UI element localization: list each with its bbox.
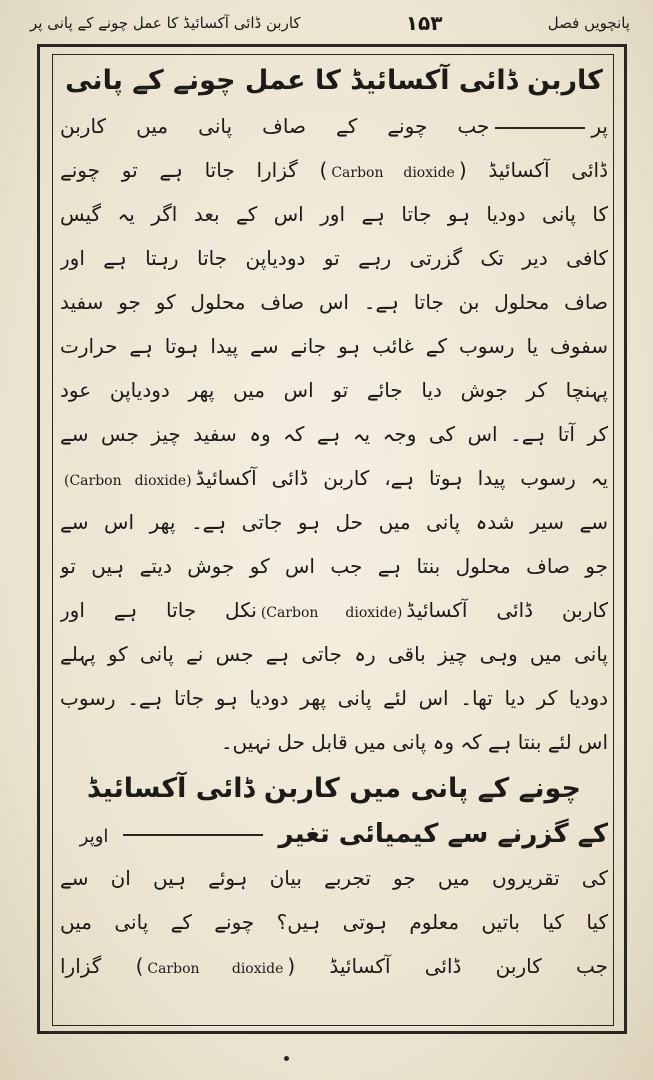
line-text: سے سیر شدہ پانی میں حل ہو جاتی ہے۔ پھر اس سے <box>60 510 608 534</box>
text-line <box>60 368 608 412</box>
text-line <box>60 192 608 236</box>
latin-term: Carbon dioxide <box>331 165 455 181</box>
text-line <box>60 104 608 148</box>
section-heading-2a: چونے کے پانی میں کاربن ڈائی آکسائیڈ <box>87 773 581 804</box>
page-content <box>60 58 608 1018</box>
page-dot <box>284 1056 289 1061</box>
line-text: کیا کیا باتیں معلوم ہوتی ہیں؟ چونے کے پانی میں <box>60 910 608 934</box>
text-line <box>60 632 608 676</box>
text-line <box>60 280 608 324</box>
text-line <box>60 500 608 544</box>
line-text: کی تقریروں میں جو تجربے بیان ہوئے ہیں ان سے <box>60 866 608 890</box>
running-head <box>30 6 630 40</box>
text-line <box>60 544 608 588</box>
section-heading-1: کاربن ڈائی آکسائیڈ کا عمل چونے کے پانی <box>65 65 603 96</box>
line-text: یہ رسوب پیدا ہوتا ہے، کاربن ڈائی آکسائیڈ <box>195 466 608 490</box>
text-line <box>60 236 608 280</box>
line-text: ڈائی آکسائیڈ ( <box>458 158 608 182</box>
section-heading-2b-line <box>60 812 608 856</box>
latin-term: (Carbon dioxide) <box>64 473 192 489</box>
text-line <box>60 324 608 368</box>
text-line <box>60 944 608 988</box>
line-text: جو صاف محلول بنتا ہے جب اس کو جوش دیتے ہیں تو <box>60 554 608 578</box>
line-text: کاربن ڈائی آکسائیڈ <box>406 598 608 622</box>
page-number: ۱۵۳ <box>405 11 443 35</box>
text-line <box>60 856 608 900</box>
line-text-tail: ) گزارا <box>60 954 144 978</box>
line-text: کافی دیر تک گزرتی رہے تو دودیاپن جاتا رہتا ہے اور <box>60 246 608 270</box>
line-text-tail: جب چونے کے صاف پانی میں کاربن <box>60 114 490 138</box>
line-text: کا پانی دودیا ہو جاتا ہے اور اس کے بعد اگر یہ گیس <box>60 202 608 226</box>
line-text: سفوف یا رسوب کے غائب ہو جانے سے پیدا ہوتا ہے حرارت <box>60 334 608 358</box>
line-text: دودیا کر دیا تھا۔ اس لئے پانی پھر دودیا ہو جاتا ہے۔ رسوب <box>60 686 608 710</box>
chapter-label: پانچویں فصل <box>547 14 630 32</box>
text-line <box>60 676 608 720</box>
text-line <box>60 900 608 944</box>
section-heading-2b: کے گزرنے سے کیمیائی تغیر <box>278 819 608 849</box>
line-text: کر آتا ہے۔ اس کی وجہ یہ ہے کہ وہ سفید چیز جس سے <box>60 422 608 446</box>
line-text: اس لئے بنتا ہے کہ وہ پانی میں قابل حل نہیں۔ <box>220 730 608 754</box>
line-text: صاف محلول بن جاتا ہے۔ اس صاف محلول کو جو سفید <box>60 290 608 314</box>
paragraph-2 <box>60 856 608 988</box>
line-text-tail: ) گزارا جاتا ہے تو چونے <box>60 158 328 182</box>
text-line <box>60 412 608 456</box>
heading-rule <box>123 834 263 836</box>
heading-2b-tail: اوپر <box>79 826 109 847</box>
latin-term: Carbon dioxide <box>147 961 284 977</box>
paragraph-1 <box>60 104 608 764</box>
line-text: پانی میں وہی چیز باقی رہ جاتی ہے جس نے پانی کو پہلے <box>60 642 608 666</box>
text-line <box>60 588 608 632</box>
inline-rule <box>495 127 585 129</box>
line-text: پہنچا کر جوش دیا جائے تو اس میں پھر دودیاپن عود <box>60 378 608 402</box>
text-line <box>60 720 608 764</box>
line-text-tail: نکل جاتا ہے اور <box>60 598 257 622</box>
text-line <box>60 148 608 192</box>
running-title: کاربن ڈائی آکسائیڈ کا عمل چونے کے پانی پر <box>30 14 301 32</box>
line-text: پر <box>591 114 608 138</box>
line-text: جب کاربن ڈائی آکسائیڈ ( <box>287 954 608 978</box>
text-line <box>60 456 608 500</box>
latin-term: (Carbon dioxide) <box>260 605 403 621</box>
